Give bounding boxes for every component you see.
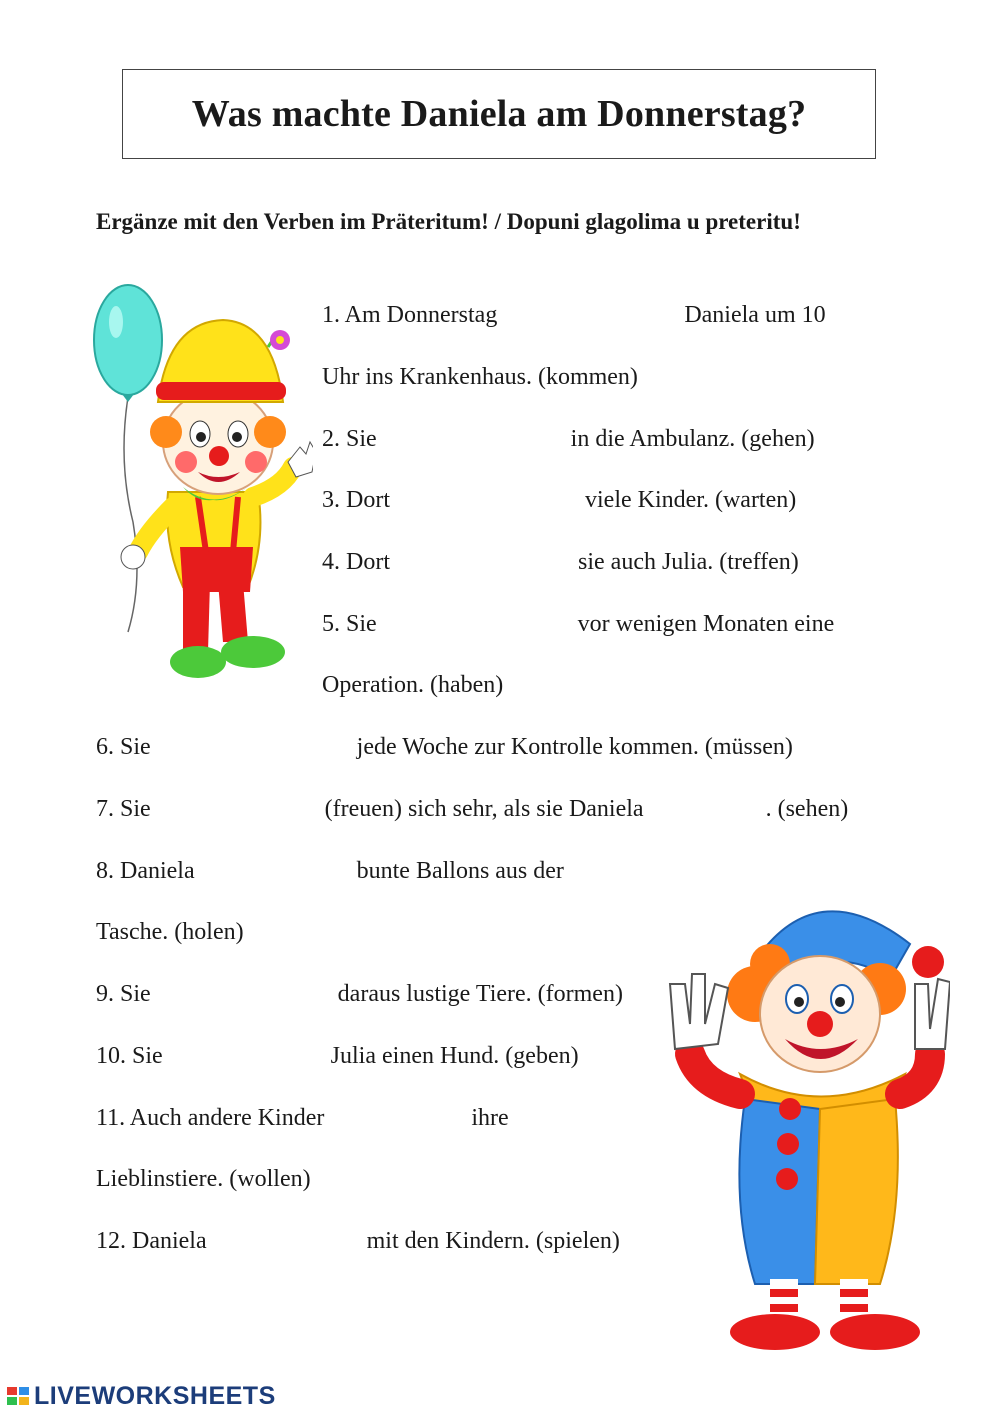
exercise-line-11: 11. Auch andere Kinder ihre xyxy=(96,1105,509,1131)
exercise-line-1: 1. Am Donnerstag Daniela um 10 xyxy=(322,302,826,328)
answer-blank-7a[interactable] xyxy=(151,798,325,824)
brand-name: LIVEWORKSHEETS xyxy=(34,1381,276,1410)
exercise-line-1-cont: Uhr ins Krankenhaus. (kommen) xyxy=(322,364,638,390)
exercise-line-2: 2. Sie in die Ambulanz. (gehen) xyxy=(322,426,815,452)
exercise-line-6: 6. Sie jede Woche zur Kontrolle kommen. (müssen) xyxy=(96,734,793,760)
answer-blank-9[interactable] xyxy=(151,983,338,1009)
exercise-line-8-cont: Tasche. (holen) xyxy=(96,919,244,945)
exercise-line-8: 8. Daniela bunte Ballons aus der xyxy=(96,858,564,884)
answer-blank-5[interactable] xyxy=(377,613,578,639)
exercise-line-9: 9. Sie daraus lustige Tiere. (formen) xyxy=(96,981,623,1007)
answer-blank-1[interactable] xyxy=(497,304,684,330)
answer-blank-12[interactable] xyxy=(207,1230,367,1256)
instructions: Ergänze mit den Verben im Präteritum! / Dopuni glagolima u preteritu! xyxy=(96,209,801,234)
exercise-line-5-cont: Operation. (haben) xyxy=(322,672,504,698)
liveworksheets-logo-icon xyxy=(6,1384,30,1408)
exercise-line-4: 4. Dort sie auch Julia. (treffen) xyxy=(322,549,799,575)
answer-blank-11[interactable] xyxy=(324,1107,471,1133)
exercise-line-11-cont: Lieblinstiere. (wollen) xyxy=(96,1166,311,1192)
answer-blank-6[interactable] xyxy=(151,736,357,762)
liveworksheets-footer xyxy=(6,1381,276,1411)
answer-blank-10[interactable] xyxy=(163,1045,331,1071)
waving-clown-illustration xyxy=(660,884,950,1354)
exercise-line-10: 10. Sie Julia einen Hund. (geben) xyxy=(96,1043,579,1069)
answer-blank-4[interactable] xyxy=(390,551,578,577)
answer-blank-2[interactable] xyxy=(377,428,571,454)
page-title: Was machte Daniela am Donnerstag? xyxy=(191,93,807,135)
exercise-line-3: 3. Dort viele Kinder. (warten) xyxy=(322,487,797,513)
exercise-line-12: 12. Daniela mit den Kindern. (spielen) xyxy=(96,1228,620,1254)
exercise-line-5: 5. Sie vor wenigen Monaten eine xyxy=(322,611,835,637)
answer-blank-3[interactable] xyxy=(390,489,585,515)
clown-with-balloon-illustration xyxy=(88,282,313,692)
title-box xyxy=(122,69,876,159)
answer-blank-7b[interactable] xyxy=(644,798,766,824)
exercise-line-7: 7. Sie (freuen) sich sehr, als sie Daniela . (sehen) xyxy=(96,796,849,822)
answer-blank-8[interactable] xyxy=(195,860,357,886)
